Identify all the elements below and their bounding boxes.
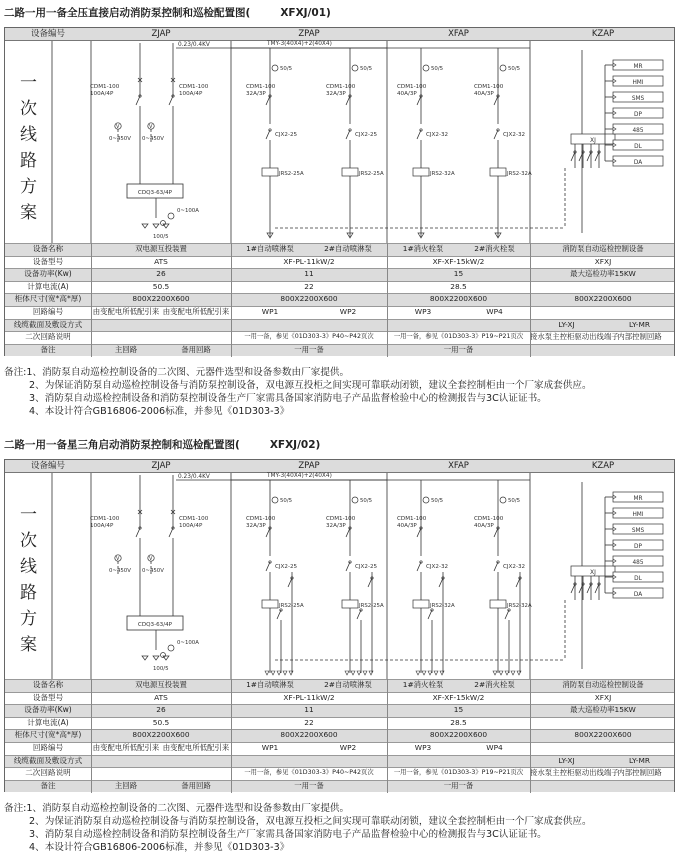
bus-label: TMY-3(40X4)+2(40X4) [267, 41, 332, 47]
ct-symbol [272, 497, 278, 503]
table-cell: LY-XJ [558, 755, 575, 765]
triangle-terminal [357, 671, 361, 675]
kz-box-label: SMS [631, 528, 645, 534]
table-cell: 22 [304, 717, 314, 727]
table-cell: 最大巡检功率15KW [570, 705, 636, 715]
table-cell: 2#自动喷淋泵 [324, 680, 372, 689]
breaker-label-line: 32A/3P [246, 91, 266, 97]
table-cell: 一用一备 [294, 344, 324, 354]
table-cell: 消防泵自动巡检控制设备 [562, 244, 644, 253]
table-cell: 50.5 [152, 717, 170, 727]
triangle-terminal [363, 671, 367, 675]
kz-box-label: DL [634, 576, 642, 582]
ct-symbol [352, 497, 358, 503]
breaker-label-line: 32A/3P [246, 523, 266, 529]
table-cell: 备用回路 [181, 344, 211, 354]
table-cell: WP3 [414, 307, 432, 316]
triangle-terminal [265, 671, 269, 675]
breaker-label [90, 516, 120, 529]
table-row-label: 设备功率(Kw) [24, 705, 72, 715]
table-cell: 1#自动喷淋泵 [246, 680, 294, 689]
breaker-label [326, 84, 356, 97]
table-cell: 一用一备，参见《01D303-3》P19~P21页次 [393, 333, 524, 341]
thermal-relay-box [262, 600, 278, 608]
table-cell: 主回路 [114, 780, 138, 790]
table-cell: 2#消火栓泵 [474, 680, 515, 689]
contactor-label: CJX2-25 [355, 564, 378, 570]
breaker-label-line: CDM1-100 [246, 516, 276, 522]
note-line: 备注:1、消防泵自动巡检控制设备的二次图、元器件选型和设备参数由厂家提供。 [4, 367, 350, 378]
table-cell: 最大巡检功率15KW [570, 269, 636, 279]
table-cell: 接水泵主控柜驱动出线端子 [530, 768, 619, 778]
ct-label: 50/5 [431, 66, 444, 72]
relay-label: JRS2-32A [507, 171, 532, 177]
relay-label: JRS2-25A [279, 171, 304, 177]
table-cell: 双电源互投装置 [135, 244, 187, 253]
table-cell: 800X2200X600 [574, 730, 632, 740]
ct-label: 50/5 [431, 498, 444, 504]
table-cell: XF-XF-15kW/2 [432, 256, 485, 266]
ammeter-symbol [168, 213, 174, 219]
ct-symbol [500, 65, 506, 71]
circuit-diagram [5, 460, 676, 679]
scheme-char: 次 [20, 99, 37, 119]
kz-box-label: SMS [631, 96, 645, 102]
breaker-label-line: CDM1-100 [246, 84, 276, 90]
table-column-line [91, 679, 92, 793]
scheme-char: 方 [20, 177, 37, 197]
breaker-label [246, 84, 276, 97]
thermal-relay-box [490, 168, 506, 176]
thermal-relay-box [413, 168, 429, 176]
table-cell: WP4 [486, 743, 503, 752]
table-cell: 由变配电所低配引来 [162, 307, 230, 316]
ct-symbol [352, 65, 358, 71]
triangle-terminal [271, 671, 275, 675]
config-block-1 [0, 0, 680, 425]
voltmeter-v: V [116, 556, 120, 562]
circuit-diagram [5, 28, 676, 243]
scheme-char: 方 [20, 609, 37, 629]
note-line: 4、本设计符合GB16806-2006标准，并参见《01D303-3》 [29, 842, 290, 853]
table-cell: WP3 [414, 743, 432, 752]
table-cell: WP1 [261, 307, 279, 316]
table-cell: 一用一备 [443, 344, 474, 354]
thermal-relay-box [413, 600, 429, 608]
table-cell: 50.5 [152, 281, 170, 291]
breaker-label-line: 100A/4P [90, 523, 114, 529]
table-cell: LY-MR [629, 319, 650, 329]
scheme-char: 线 [20, 125, 37, 145]
table-row-label: 二次回路说明 [25, 768, 71, 778]
table-column-line [91, 243, 92, 357]
triangle-terminal [153, 224, 159, 228]
ammeter-symbol [168, 645, 174, 651]
ct-symbol [500, 497, 506, 503]
bus-label: 0.23/0.4KV [178, 474, 210, 480]
triangle-terminal [493, 671, 497, 675]
ct-symbol [272, 65, 278, 71]
diagram-frame [4, 459, 675, 792]
xj-label: XJ [590, 569, 596, 576]
relay-label: JRS2-25A [359, 171, 384, 177]
table-column-line [530, 679, 531, 793]
triangle-terminal [428, 671, 432, 675]
relay-label: JRS2-25A [279, 603, 304, 609]
table-row-label: 柜体尺寸(宽*高*厚) [14, 730, 82, 740]
table-row-label: 计算电流(A) [27, 717, 69, 727]
voltmeter-label: 0~450V [142, 136, 164, 142]
header-col-zjap: ZJAP [151, 29, 171, 39]
table-cell: 一用一备 [443, 780, 474, 790]
table-row-label: 回路编号 [32, 743, 64, 752]
breaker-label-line: 100A/4P [179, 91, 203, 97]
triangle-terminal [277, 671, 281, 675]
drawing-code: XFXJ/01) [280, 7, 331, 19]
table-cell: 26 [156, 269, 166, 279]
table-row-label: 备注 [40, 780, 56, 790]
voltmeter-v: V [116, 124, 120, 130]
table-cell: XF-PL-11kW/2 [283, 256, 335, 266]
relay-label: JRS2-32A [430, 603, 455, 609]
note-line: 2、为保证消防泵自动巡检控制设备与消防泵控制设备，双电源互投柜之间实现可靠联动闭锁，建议全套控制柜由一个厂家成套供应。 [29, 380, 592, 391]
table-cell: 接水泵主控柜驱动出线端子 [530, 332, 619, 342]
table-cell: WP4 [486, 307, 503, 316]
breaker-label-line: 40A/3P [474, 91, 494, 97]
ammeter-label: 0~100A [177, 640, 199, 646]
table-row-label: 柜体尺寸(宽*高*厚) [14, 294, 82, 304]
breaker-label-line: CDM1-100 [326, 84, 356, 90]
drawing-code: XFXJ/02) [269, 439, 321, 451]
ct-label: 50/5 [508, 498, 521, 504]
relay-label: JRS2-32A [430, 171, 455, 177]
ammeter-label: 0~100A [177, 208, 199, 214]
kz-box-label: DA [633, 160, 643, 166]
table-cell: 1#消火栓泵 [402, 244, 444, 253]
note-line: 备注:1、消防泵自动巡检控制设备的二次图、元器件选型和设备参数由厂家提供。 [4, 803, 350, 814]
breaker-label [179, 84, 209, 97]
kz-box-label: DL [634, 144, 642, 150]
breaker-label-line: CDM1-100 [397, 84, 427, 90]
table-cell: 由变配电所低配引来 [162, 743, 230, 752]
ats-switch-label: CDQ3-63/4P [137, 190, 173, 196]
table-cell: 消防泵自动巡检控制设备 [562, 680, 644, 689]
table-cell: 800X2200X600 [574, 294, 632, 304]
contactor-label: CJX2-25 [275, 132, 298, 138]
scheme-char: 案 [20, 635, 37, 655]
table-cell: 一用一备，参见《01D303-3》P40~P42页次 [244, 333, 374, 341]
scheme-char: 一 [20, 73, 37, 93]
table-row-label: 回路编号 [32, 307, 64, 316]
bus-label: 0.23/0.4KV [178, 42, 210, 48]
block-title-text: 二路一用一备星三角启动消防泵控制和巡检配置图( [4, 439, 240, 451]
table-row-label: 备注 [40, 344, 56, 354]
breaker-label [397, 516, 427, 529]
thermal-relay-box [490, 600, 506, 608]
header-col-kzap: KZAP [591, 461, 615, 471]
table-cell: 800X2200X600 [429, 730, 488, 740]
scheme-char: 路 [20, 151, 37, 171]
breaker-label-line: CDM1-100 [179, 84, 209, 90]
table-cell: 内部控制回路 [617, 332, 662, 342]
table-cell: 主回路 [114, 344, 138, 354]
table-cell: ATS [154, 256, 168, 266]
table-cell: 800X2200X600 [429, 294, 488, 304]
contactor-label: CJX2-32 [426, 132, 449, 138]
table-cell: 备用回路 [181, 780, 211, 790]
table-cell: 内部控制回路 [617, 768, 662, 778]
contactor-label: CJX2-25 [355, 132, 378, 138]
note-line: 3、消防泵自动巡检控制设备和消防泵控制设备生产厂家需具备国家消防电子产品监督检验中心的检测报告与3C认证证书。 [29, 393, 547, 404]
voltmeter-v: V [149, 556, 153, 562]
ct-label: 50/5 [360, 66, 373, 72]
breaker-label-line: CDM1-100 [326, 516, 356, 522]
breaker-label-line: CDM1-100 [474, 516, 504, 522]
diagram-frame [4, 27, 675, 356]
ct-symbol [161, 653, 166, 658]
ct-label: 50/5 [280, 66, 293, 72]
config-block-2 [0, 432, 680, 860]
table-cell: WP2 [339, 743, 357, 752]
kz-box-label: DP [634, 112, 642, 118]
triangle-terminal [422, 671, 426, 675]
breaker-label-line: CDM1-100 [397, 516, 427, 522]
ct-symbol [161, 221, 166, 226]
breaker-label [246, 516, 276, 529]
breaker-label-line: CDM1-100 [90, 84, 120, 90]
ct-label: 100/5 [153, 666, 169, 672]
relay-label: JRS2-32A [507, 603, 532, 609]
header-label: 设备编号 [30, 461, 65, 471]
table-cell: 15 [453, 705, 464, 715]
table-cell: 2#自动喷淋泵 [324, 244, 372, 253]
breaker-label [474, 84, 504, 97]
table-cell: 800X2200X600 [132, 294, 190, 304]
breaker-label [397, 84, 427, 97]
breaker-label-line: 100A/4P [90, 91, 114, 97]
ct-label: 50/5 [280, 498, 293, 504]
breaker-label-line: 40A/3P [397, 523, 417, 529]
ct-label: 50/5 [508, 66, 521, 72]
ct-symbol [423, 65, 429, 71]
table-cell: WP2 [339, 307, 357, 316]
scheme-char: 次 [20, 531, 37, 551]
table-cell: 800X2200X600 [280, 294, 338, 304]
table-row-label: 二次回路说明 [25, 332, 71, 342]
contactor-label: CJX2-32 [503, 132, 526, 138]
voltmeter-label: 0~450V [109, 568, 131, 574]
voltmeter-v: V [149, 124, 153, 130]
triangle-terminal [351, 671, 355, 675]
breaker-label-line: CDM1-100 [474, 84, 504, 90]
table-row-label: 设备名称 [32, 244, 64, 253]
breaker-label-line: 40A/3P [397, 91, 417, 97]
breaker-label [179, 516, 209, 529]
notes [4, 802, 674, 854]
bus-label: TMY-3(40X4)+2(40X4) [267, 473, 332, 479]
breaker-label-line: 100A/4P [179, 523, 203, 529]
table-cell: LY-MR [629, 755, 650, 765]
table-cell: 28.5 [450, 717, 467, 727]
triangle-terminal [163, 656, 169, 660]
table-cell: 由变配电所低配引来 [92, 743, 160, 752]
table-cell: 26 [156, 705, 166, 715]
table-cell: 由变配电所低配引来 [92, 307, 160, 316]
header-col-xfap: XFAP [448, 29, 469, 39]
note-line: 3、消防泵自动巡检控制设备和消防泵控制设备生产厂家需具备国家消防电子产品监督检验中心的检测报告与3C认证证书。 [29, 829, 547, 840]
table-row-label: 线缆截面及敷设方式 [13, 319, 83, 329]
kz-box-label: 485 [632, 128, 644, 134]
table-cell: ATS [154, 692, 168, 702]
header-col-zpap: ZPAP [298, 29, 320, 39]
breaker-label-line: 40A/3P [474, 523, 494, 529]
triangle-terminal [416, 671, 420, 675]
table-cell: 28.5 [450, 281, 467, 291]
ct-label: 50/5 [360, 498, 373, 504]
thermal-relay-box [342, 168, 358, 176]
ats-switch-label: CDQ3-63/4P [137, 622, 173, 628]
note-line: 4、本设计符合GB16806-2006标准，并参见《01D303-3》 [29, 406, 290, 417]
table-cell: XFXJ [594, 256, 612, 266]
header-col-zpap: ZPAP [298, 461, 320, 471]
breaker-label-line: CDM1-100 [179, 516, 209, 522]
table-cell: XF-PL-11kW/2 [283, 692, 335, 702]
breaker-label [326, 516, 356, 529]
table-cell: 22 [304, 281, 314, 291]
note-line: 2、为保证消防泵自动巡检控制设备与消防泵控制设备，双电源互投柜之间实现可靠联动闭锁，建议全套控制柜由一个厂家成套供应。 [29, 816, 592, 827]
notes [4, 366, 674, 418]
block-title [4, 437, 320, 452]
scheme-char: 路 [20, 583, 37, 603]
table-cell: XF-XF-15kW/2 [432, 692, 485, 702]
triangle-terminal [153, 656, 159, 660]
contactor-label: CJX2-25 [275, 564, 298, 570]
table-cell: WP1 [261, 743, 279, 752]
table-row-label: 线缆截面及敷设方式 [13, 755, 83, 765]
kz-box-label: MR [633, 64, 643, 70]
breaker-label [474, 516, 504, 529]
triangle-terminal [499, 671, 503, 675]
scheme-char: 案 [20, 203, 37, 223]
table-cell: 一用一备，参见《01D303-3》P40~P42页次 [244, 769, 374, 777]
table-row-label: 计算电流(A) [27, 281, 69, 291]
table-row-label: 设备型号 [32, 256, 64, 266]
header-col-kzap: KZAP [591, 29, 615, 39]
table-column-line [387, 679, 388, 793]
breaker-label-line: 32A/3P [326, 91, 346, 97]
triangle-terminal [345, 671, 349, 675]
ct-label: 100/5 [153, 234, 169, 240]
table-cell: 一用一备，参见《01D303-3》P19~P21页次 [393, 769, 524, 777]
kz-box-label: HMI [632, 512, 644, 518]
block-title-text: 二路一用一备全压直接启动消防泵控制和巡检配置图( [4, 7, 251, 19]
ct-symbol [423, 497, 429, 503]
table-cell: 11 [304, 705, 314, 715]
table-row-label: 设备型号 [32, 692, 64, 702]
parameter-table [5, 243, 674, 357]
breaker-label [90, 84, 120, 97]
scheme-char: 一 [20, 505, 37, 525]
table-cell: 1#自动喷淋泵 [246, 244, 294, 253]
header-col-zjap: ZJAP [151, 461, 171, 471]
table-cell: 1#消火栓泵 [402, 680, 444, 689]
triangle-terminal [142, 224, 148, 228]
voltmeter-label: 0~450V [142, 568, 164, 574]
table-cell: 一用一备 [294, 780, 324, 790]
contactor-label: CJX2-32 [503, 564, 526, 570]
thermal-relay-box [342, 600, 358, 608]
table-cell: 11 [304, 269, 314, 279]
table-cell: XFXJ [594, 692, 612, 702]
table-cell: 800X2200X600 [280, 730, 338, 740]
header-label: 设备编号 [30, 29, 65, 39]
xj-label: XJ [590, 137, 596, 144]
triangle-terminal [283, 671, 287, 675]
triangle-terminal [142, 656, 148, 660]
triangle-terminal [434, 671, 438, 675]
triangle-terminal [163, 224, 169, 228]
table-cell: 15 [453, 269, 464, 279]
table-row-label: 设备名称 [32, 680, 64, 689]
triangle-terminal [511, 671, 515, 675]
block-title [4, 5, 331, 20]
table-column-line [530, 243, 531, 357]
kz-box-label: MR [633, 496, 643, 502]
scheme-char: 线 [20, 557, 37, 577]
kz-box-label: HMI [632, 80, 644, 86]
voltmeter-label: 0~450V [109, 136, 131, 142]
breaker-label-line: CDM1-100 [90, 516, 120, 522]
breaker-label-line: 32A/3P [326, 523, 346, 529]
relay-label: JRS2-25A [359, 603, 384, 609]
kz-box-label: 485 [632, 560, 644, 566]
parameter-table [5, 679, 674, 793]
table-cell: LY-XJ [558, 319, 575, 329]
table-cell: 800X2200X600 [132, 730, 190, 740]
table-column-line [231, 243, 232, 357]
thermal-relay-box [262, 168, 278, 176]
triangle-terminal [517, 671, 521, 675]
table-row-label: 设备功率(Kw) [24, 269, 72, 279]
triangle-terminal [505, 671, 509, 675]
table-cell: 2#消火栓泵 [474, 244, 515, 253]
kz-box-label: DA [633, 592, 643, 598]
contactor-label: CJX2-32 [426, 564, 449, 570]
table-column-line [387, 243, 388, 357]
kz-box-label: DP [634, 544, 642, 550]
table-column-line [231, 679, 232, 793]
table-cell: 双电源互投装置 [135, 680, 187, 689]
header-col-xfap: XFAP [448, 461, 469, 471]
